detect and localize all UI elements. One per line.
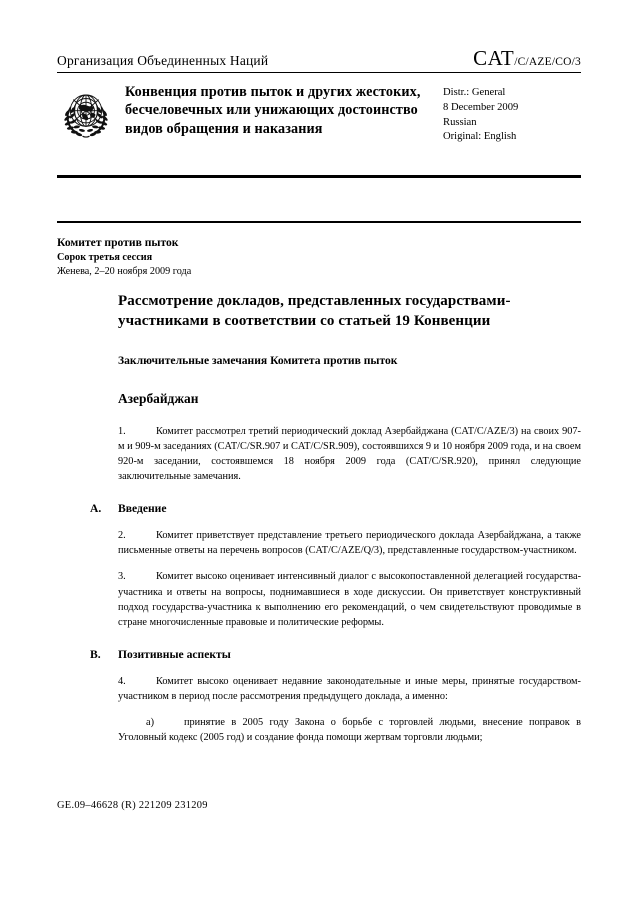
document-symbol-suffix: /C/AZE/CO/3	[514, 56, 581, 68]
document-subtitle: Заключительные замечания Комитета против пыток	[118, 354, 398, 368]
paragraph-2	[118, 528, 581, 558]
footer-document-code: GE.09–46628 (R) 221209 231209	[57, 800, 208, 811]
distribution-original: Original: English	[443, 131, 517, 143]
paragraph-4-item-a-text: принятие в 2005 году Закона о борьбе с торговлей людьми, внесение поправок в Уголовный кодекс (2005 год) и создание фонда помощи жертвам торговли людьми;	[118, 717, 581, 744]
paragraph-1	[118, 424, 581, 485]
distribution-date: 8 December 2009	[443, 101, 519, 113]
document-symbol-main: CAT	[473, 46, 515, 70]
committee-name: Комитет против пыток	[57, 236, 179, 249]
paragraph-3	[118, 569, 581, 630]
masthead-top-row	[57, 48, 581, 72]
section-b-title: Позитивные аспекты	[118, 647, 231, 661]
organization-name: Организация Объединенных Наций	[57, 53, 269, 69]
paragraph-3-text: Комитет высоко оценивает интенсивный диалог с высокопоставленной делегацией государства-участника и ответы на вопросы, поднимавшиеся в ходе дискуссии. Он приветствует конструктивный подход государства-участника к выполнению его рекомендаций, о чем свидетельствуют проводимые в стране многочисленные правовые и политические реформы.	[118, 571, 581, 628]
section-a-title: Введение	[118, 502, 167, 516]
document-symbol	[473, 48, 581, 69]
masthead	[57, 48, 581, 178]
committee-session: Сорок третья сессия	[57, 251, 153, 263]
paragraph-4-item-a	[118, 715, 581, 745]
paragraph-4-number: 4.	[118, 675, 126, 687]
masthead-body-row	[57, 73, 581, 175]
paragraph-4	[118, 674, 581, 704]
paragraph-2-number: 2.	[118, 530, 126, 542]
distribution-type: Distr.: General	[443, 87, 506, 98]
paragraph-1-text: Комитет рассмотрел третий периодический доклад Азербайджана (CAT/C/AZE/3) на своих 907-м и 909-м заседаниях (CAT/C/SR.907 и CAT/C/SR.909), состоявшихся 9 и 10 ноября 2009 года, и на своем 920-м заседании, состоявшемся 18 ноября 2009 года (CAT/C/SR.920), принял следующие заключительные замечания.	[118, 425, 581, 483]
convention-title: Конвенция против пыток и других жестоких, бесчеловечных или унижающих достоинство видов обращения и наказания	[125, 84, 421, 137]
committee-divider-rule	[57, 221, 581, 223]
section-heading-a	[90, 502, 581, 515]
masthead-bottom-rule	[57, 175, 581, 178]
paragraph-4-item-a-label: а)	[146, 717, 154, 729]
section-heading-b	[90, 648, 581, 661]
committee-block	[57, 235, 417, 279]
document-content	[90, 291, 581, 756]
paragraph-3-number: 3.	[118, 571, 126, 583]
distribution-language: Russian	[443, 116, 477, 128]
paragraph-1-number: 1.	[118, 425, 126, 437]
section-b-letter: B.	[90, 647, 101, 661]
paragraph-2-text: Комитет приветствует представление третьего периодического доклада Азербайджана, а также письменные ответы на перечень вопросов (CAT/C/AZE/Q/3), представленные государством-участником.	[118, 530, 581, 557]
section-a-letter: A.	[90, 502, 102, 516]
committee-place-dates: Женева, 2–20 ноября 2009 года	[57, 266, 192, 278]
distribution-block	[439, 82, 581, 145]
country-heading: Азербайджан	[118, 391, 199, 407]
un-emblem-icon	[57, 84, 115, 142]
page-title: Рассмотрение докладов, представленных государствами-участниками в соответствии со статьей 19 Конвенции	[118, 293, 511, 330]
paragraph-4-text: Комитет высоко оценивает недавние законодательные и иные меры, принятые государством-участником в период после рассмотрения предыдущего доклада, а именно:	[118, 675, 581, 703]
